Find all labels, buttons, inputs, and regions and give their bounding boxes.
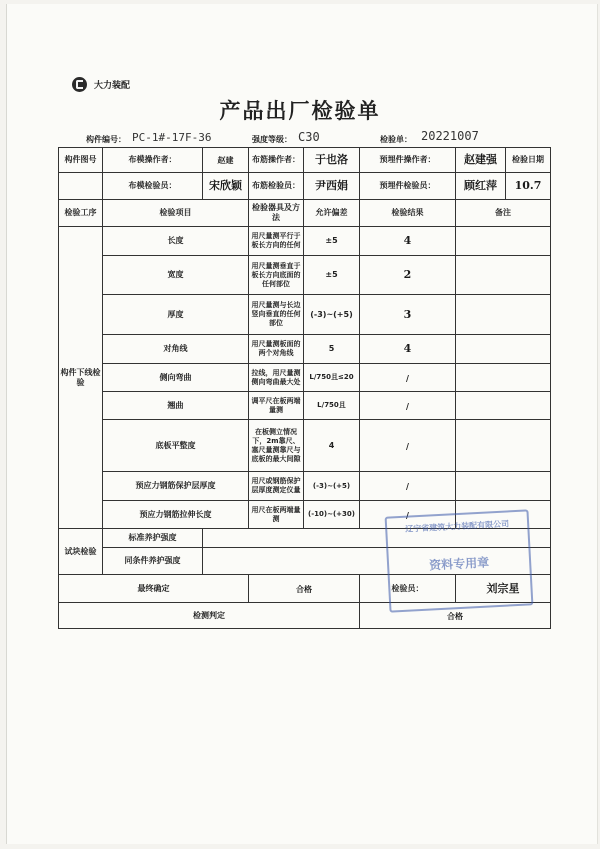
row-remark <box>456 420 551 472</box>
row-item: 长度 <box>103 227 249 256</box>
section-label: 构件下线检验 <box>59 227 103 529</box>
std-cure-label: 标准养护强度 <box>103 529 203 548</box>
col-tolerance: 允许偏差 <box>304 200 360 227</box>
embed-operator-label: 预埋件操作者： <box>360 148 456 173</box>
row-result: 3 <box>360 295 456 335</box>
drawing-no-label: 构件图号 <box>59 148 103 173</box>
mold-operator-label: 布模操作者： <box>103 148 203 173</box>
judgement-value: 合格 <box>360 603 551 629</box>
col-item: 检验项目 <box>103 200 249 227</box>
mold-operator-signature: 赵建 <box>203 148 249 173</box>
row-remark <box>456 256 551 295</box>
rebar-operator-label: 布筋操作者： <box>249 148 304 173</box>
row-tolerance: ±5 <box>304 256 360 295</box>
row-item: 底板平整度 <box>103 420 249 472</box>
row-tool: 用尺量测板面的两个对角线 <box>249 335 304 364</box>
row-item: 对角线 <box>103 335 249 364</box>
row-tolerance: (-3)~(+5) <box>304 472 360 501</box>
row-tolerance: L/750且 <box>304 392 360 420</box>
rebar-operator-signature: 于也洛 <box>304 148 360 173</box>
col-remark: 备注 <box>456 200 551 227</box>
row-result: / <box>360 392 456 420</box>
row-tolerance: 5 <box>304 335 360 364</box>
row-tolerance: (-10)~(+30) <box>304 501 360 529</box>
page-title: 产品出厂检验单 <box>219 98 381 123</box>
same-cure-label: 同条件养护强度 <box>103 548 203 575</box>
rebar-inspector-label: 布筋检验员： <box>249 173 304 200</box>
row-tool: 拉线，用尺量测侧向弯曲最大处 <box>249 364 304 392</box>
col-process: 检验工序 <box>59 200 103 227</box>
row-result: 4 <box>360 335 456 364</box>
row-tool: 用尺量测平行于板长方向的任何 <box>249 227 304 256</box>
part-no-value: PC-1#-17F-36 <box>132 131 212 144</box>
stamp-line-1: 辽宁省建筑大力装配有限公司 <box>405 519 510 534</box>
row-item: 预应力钢筋拉伸长度 <box>103 501 249 529</box>
col-tool: 检验器具及方法 <box>249 200 304 227</box>
row-remark <box>456 227 551 256</box>
row-item: 侧向弯曲 <box>103 364 249 392</box>
drawing-no-value <box>59 173 103 200</box>
row-tolerance: L/750且≤20 <box>304 364 360 392</box>
row-result: 2 <box>360 256 456 295</box>
company-seal-stamp <box>385 509 534 612</box>
company-logo-icon <box>72 77 87 92</box>
row-item: 宽度 <box>103 256 249 295</box>
embed-inspector-label: 预埋件检验员： <box>360 173 456 200</box>
stamp-line-2: 资料专用章 <box>428 555 490 573</box>
inspection-no-label: 检验单： <box>380 135 412 144</box>
row-tool: 用尺量测与长边竖向垂直的任何部位 <box>249 295 304 335</box>
row-item: 厚度 <box>103 295 249 335</box>
row-tolerance: ±5 <box>304 227 360 256</box>
row-tool: 调平尺在板两端量测 <box>249 392 304 420</box>
strength-label: 强度等级： <box>252 135 292 144</box>
company-name: 大力装配 <box>94 81 131 91</box>
final-value: 合格 <box>249 575 360 603</box>
part-no-label: 构件编号： <box>86 135 126 144</box>
row-result: 4 <box>360 227 456 256</box>
row-tool: 用尺或钢筋保护层厚度测定仪量 <box>249 472 304 501</box>
row-tool: 用尺在板两端量测 <box>249 501 304 529</box>
row-remark <box>456 472 551 501</box>
final-inspector-signature: 刘宗星 <box>456 575 551 603</box>
row-remark <box>456 335 551 364</box>
embed-operator-signature: 赵建强 <box>456 148 506 173</box>
row-tool: 在板侧立情况下，2m靠尺、塞尺量测靠尺与底板的最大间隙 <box>249 420 304 472</box>
mold-inspector-signature: 宋欣颖 <box>203 173 249 200</box>
col-result: 检验结果 <box>360 200 456 227</box>
row-result: / <box>360 364 456 392</box>
row-result: / <box>360 501 456 529</box>
row-item: 翘曲 <box>103 392 249 420</box>
inspection-date-label: 检验日期 <box>506 148 551 173</box>
final-inspector-label: 检验员： <box>360 575 456 603</box>
row-item: 预应力钢筋保护层厚度 <box>103 472 249 501</box>
trial-label: 试块检验 <box>59 529 103 575</box>
embed-inspector-signature: 顾红萍 <box>456 173 506 200</box>
row-result: / <box>360 472 456 501</box>
row-tolerance: (-3)~(+5) <box>304 295 360 335</box>
row-result: / <box>360 420 456 472</box>
row-remark <box>456 392 551 420</box>
row-tool: 用尺量测垂直于板长方向底面的任何部位 <box>249 256 304 295</box>
row-tolerance: 4 <box>304 420 360 472</box>
inspection-date-value: 10.7 <box>506 173 551 200</box>
row-remark <box>456 364 551 392</box>
final-label: 最终确定 <box>59 575 249 603</box>
rebar-inspector-signature: 尹西娟 <box>304 173 360 200</box>
mold-inspector-label: 布模检验员： <box>103 173 203 200</box>
judgement-label: 检测判定 <box>59 603 360 629</box>
strength-value: C30 <box>298 130 320 144</box>
row-remark <box>456 295 551 335</box>
inspection-no-value: 20221007 <box>421 129 479 143</box>
